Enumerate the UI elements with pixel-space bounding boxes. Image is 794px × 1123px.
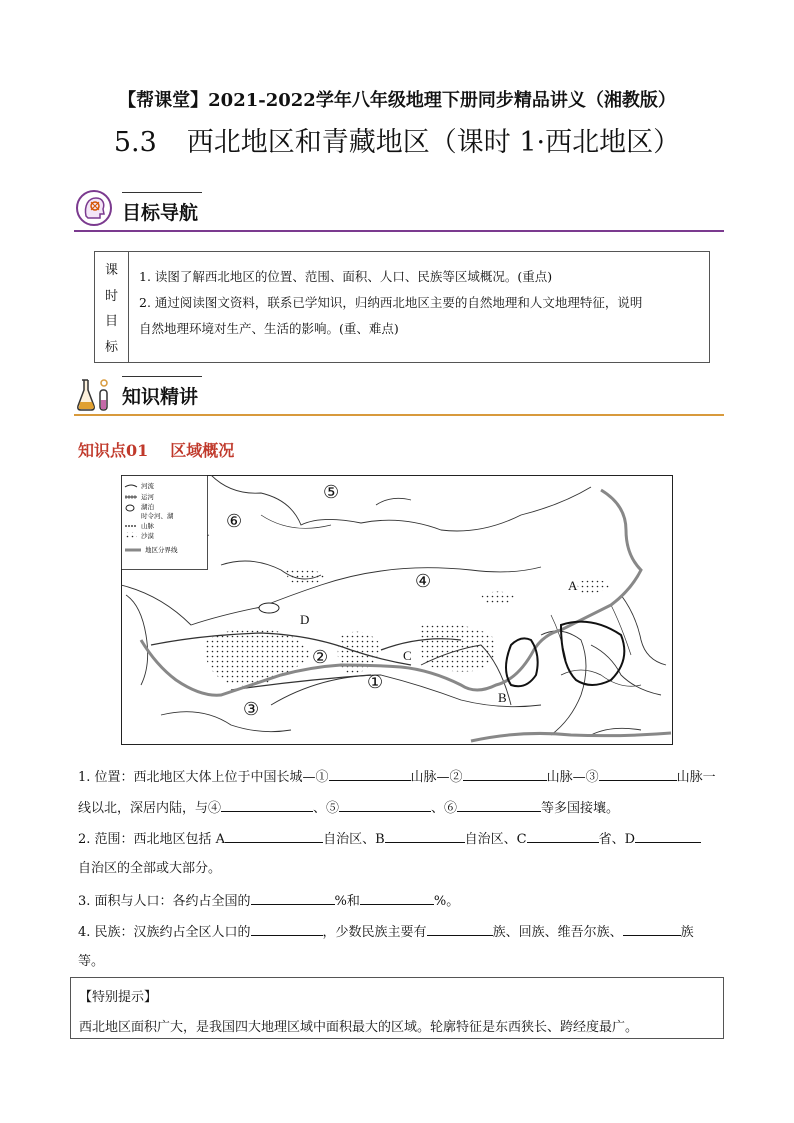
legend-lake: 湖泊 — [141, 504, 154, 511]
label-5: ⑤ — [323, 482, 340, 502]
answer-blank[interactable] — [599, 766, 677, 781]
q-text: 2. 范围：西北地区包括 A — [78, 832, 226, 847]
question-4-line-1 — [78, 921, 694, 943]
question-2-line-2: 自治区的全部或大部分。 — [78, 861, 222, 876]
answer-blank[interactable] — [251, 890, 335, 905]
side-char: 标 — [104, 339, 118, 355]
legend-boundary: 地区分界线 — [145, 547, 178, 554]
answer-blank[interactable] — [457, 797, 541, 812]
q-text: 、⑥ — [431, 801, 458, 816]
section-goal-header — [74, 188, 724, 232]
section-goal-title: 目标导航 — [122, 202, 199, 224]
answer-blank[interactable] — [339, 797, 431, 812]
question-4-line-2: 等。 — [78, 954, 105, 969]
q-text: 1. 位置：西北地区大体上位于中国长城—① — [78, 770, 329, 785]
tip-title: 【特别提示】 — [79, 990, 158, 1005]
q-text: 山脉—③ — [546, 770, 599, 785]
label-2: ② — [312, 647, 329, 667]
question-3 — [78, 890, 459, 912]
answer-blank[interactable] — [221, 797, 313, 812]
side-char: 时 — [104, 288, 118, 304]
northwest-region-map — [121, 475, 673, 745]
answer-blank[interactable] — [635, 828, 701, 843]
label-6: ⑥ — [226, 511, 243, 531]
goal-item: 1. 读图了解西北地区的位置、范围、面积、人口、民族等区域概况。(重点) — [139, 269, 553, 284]
q-text: ，少数民族主要有 — [322, 925, 427, 940]
q-text: 自治区、B — [323, 832, 385, 847]
label-D: D — [300, 612, 310, 627]
knowledge-point-title — [78, 438, 234, 461]
question-1-line-1 — [78, 766, 716, 788]
lesson-number: 5.3 — [113, 127, 157, 158]
legend-river: 河流 — [141, 483, 154, 490]
answer-blank[interactable] — [623, 921, 681, 936]
question-1-line-2 — [78, 797, 619, 819]
answer-blank[interactable] — [329, 766, 411, 781]
section-knowledge-title: 知识精讲 — [122, 386, 199, 408]
q-text: 线以北，深居内陆，与④ — [78, 801, 222, 816]
q-text: 族、回族、维吾尔族、 — [492, 925, 623, 940]
goal-items — [139, 264, 701, 342]
answer-blank[interactable] — [427, 921, 493, 936]
side-char: 课 — [104, 263, 118, 279]
legend-mountain: 山脉 — [141, 523, 154, 530]
head-gear-icon — [74, 188, 114, 228]
knowledge-point-id: 知识点01 — [78, 441, 149, 460]
q-text: 等多国接壤。 — [541, 801, 620, 816]
knowledge-point-name: 区域概况 — [170, 441, 235, 460]
label-C: C — [403, 648, 412, 663]
lesson-title — [0, 120, 794, 159]
document-header: 【帮课堂】2021-2022学年八年级地理下册同步精品讲义（湘教版） — [118, 90, 676, 111]
goal-table — [94, 251, 710, 363]
label-4: ④ — [415, 571, 432, 591]
q-text: 4. 民族：汉族约占全区人口的 — [78, 925, 251, 940]
special-tip-box — [70, 977, 724, 1039]
q-text: %。 — [433, 894, 460, 909]
label-A: A — [568, 578, 578, 593]
legend-canal: 运河 — [141, 494, 154, 501]
q-text: 山脉一 — [676, 770, 716, 785]
q-text: 省、D — [598, 832, 636, 847]
label-1: ① — [367, 672, 384, 692]
answer-blank[interactable] — [463, 766, 547, 781]
answer-blank[interactable] — [251, 921, 323, 936]
section-knowledge-header — [74, 372, 724, 416]
answer-blank[interactable] — [385, 828, 465, 843]
side-char: 目 — [104, 314, 118, 330]
q-text: 族 — [680, 925, 694, 940]
q-text: %和 — [334, 894, 360, 909]
label-3: ③ — [243, 699, 260, 719]
legend-seasonal: 时令河、湖 — [141, 513, 174, 520]
lesson-title-text: 西北地区和青藏地区（课时 1·西北地区） — [186, 127, 681, 158]
map-legend — [122, 476, 208, 570]
answer-blank[interactable] — [225, 828, 323, 843]
goal-item: 2. 通过阅读图文资料，联系已学知识，归纳西北地区主要的自然地理和人文地理特征，说明 — [139, 295, 643, 310]
goal-side-label — [95, 252, 129, 362]
q-text: 3. 面积与人口：各约占全国的 — [78, 894, 251, 909]
flask-icon — [74, 374, 114, 414]
q-text: 自治区、C — [464, 832, 527, 847]
lake — [259, 603, 279, 613]
goal-item: 自然地理环境对生产、生活的影响。(重、难点) — [139, 321, 399, 336]
answer-blank[interactable] — [360, 890, 434, 905]
q-text: 山脉—② — [410, 770, 463, 785]
q-text: 、⑤ — [313, 801, 340, 816]
label-B: B — [498, 690, 507, 705]
tip-text: 西北地区面积广大，是我国四大地理区域中面积最大的区域。轮廓特征是东西狭长、跨经度最广。 — [79, 1020, 639, 1035]
answer-blank[interactable] — [527, 828, 599, 843]
legend-desert: 沙漠 — [141, 533, 154, 540]
question-2-line-1 — [78, 828, 701, 850]
